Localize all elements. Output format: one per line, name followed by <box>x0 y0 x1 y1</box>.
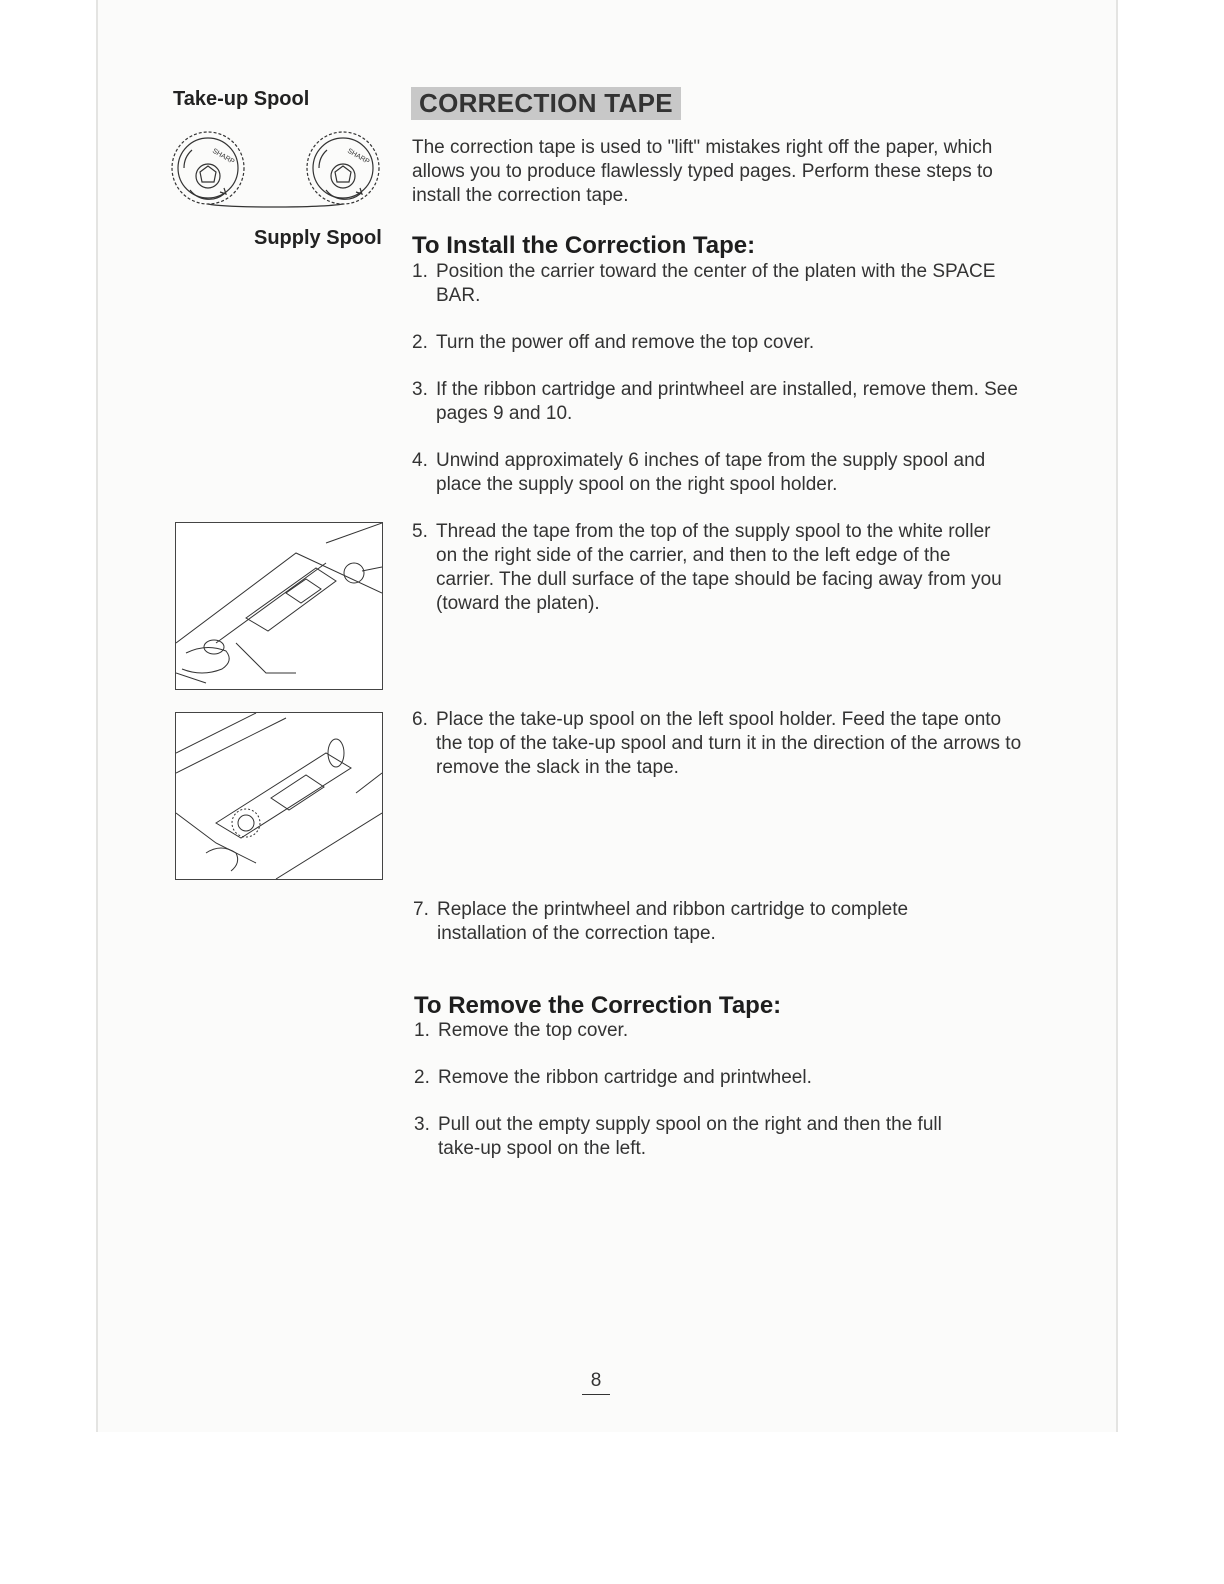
step-number: 3. <box>412 379 428 400</box>
install-step <box>413 898 973 946</box>
step-number: 1. <box>412 261 428 282</box>
step-number: 7. <box>413 899 429 920</box>
step-number: 2. <box>414 1067 430 1088</box>
install-step <box>412 378 1022 426</box>
step-number: 6. <box>412 709 428 730</box>
install-heading: To Install the Correction Tape: <box>412 232 756 259</box>
tape-line <box>208 204 343 207</box>
takeup-spool-logo: SHARP <box>211 147 236 166</box>
step-number: 3. <box>414 1114 430 1135</box>
spool-diagram <box>168 124 388 220</box>
intro-paragraph: The correction tape is used to "lift" mistakes right off the paper, which allows you to produce flawlessly typed pages. Perform these steps to install the correction tape. <box>412 137 993 206</box>
step-text: Replace the printwheel and ribbon cartridge to complete installation of the correction tape. <box>437 899 909 944</box>
supply-spool-icon <box>307 132 379 204</box>
install-step <box>412 331 1012 355</box>
step-number: 1. <box>414 1020 430 1041</box>
step6-illustration <box>175 712 383 880</box>
takeup-spool-label: Take-up Spool <box>173 88 310 110</box>
step-text: Position the carrier toward the center of the platen with the SPACE BAR. <box>436 261 996 306</box>
step-text: Remove the ribbon cartridge and printwheel. <box>438 1067 812 1088</box>
takeup-spool-icon <box>172 132 244 204</box>
step-text: Remove the top cover. <box>438 1020 629 1041</box>
step-text: If the ribbon cartridge and printwheel are installed, remove them. See pages 9 and 10. <box>436 379 1018 424</box>
step-text: Pull out the empty supply spool on the right and then the full take-up spool on the left. <box>438 1114 942 1159</box>
page-number: 8 <box>582 1370 610 1395</box>
supply-spool-logo: SHARP <box>346 147 371 166</box>
install-step <box>412 708 1022 780</box>
install-step <box>412 449 992 497</box>
remove-step <box>414 1113 984 1161</box>
step5-illustration <box>175 522 383 690</box>
remove-step <box>414 1066 1014 1090</box>
supply-spool-label: Supply Spool <box>254 227 382 249</box>
step-number: 2. <box>412 332 428 353</box>
step-text: Place the take-up spool on the left spool holder. Feed the tape onto the top of the take-up spool and turn it in the direction of the arrows to remove the slack in the tape. <box>436 709 1022 778</box>
step-text: Turn the power off and remove the top cover. <box>436 332 815 353</box>
step-number: 4. <box>412 450 428 471</box>
step-text: Thread the tape from the top of the supply spool to the white roller on the right side of the carrier, and then to the left edge of the carrier. The dull surface of the tape should be facing away from you (toward the platen). <box>436 521 1002 614</box>
install-step <box>412 520 1002 616</box>
remove-heading: To Remove the Correction Tape: <box>414 992 782 1019</box>
install-step <box>412 260 1012 308</box>
step-number: 5. <box>412 521 428 542</box>
step-text: Unwind approximately 6 inches of tape from the supply spool and place the supply spool on the right spool holder. <box>436 450 986 495</box>
remove-step <box>414 1019 1014 1043</box>
section-title: CORRECTION TAPE <box>411 87 681 120</box>
